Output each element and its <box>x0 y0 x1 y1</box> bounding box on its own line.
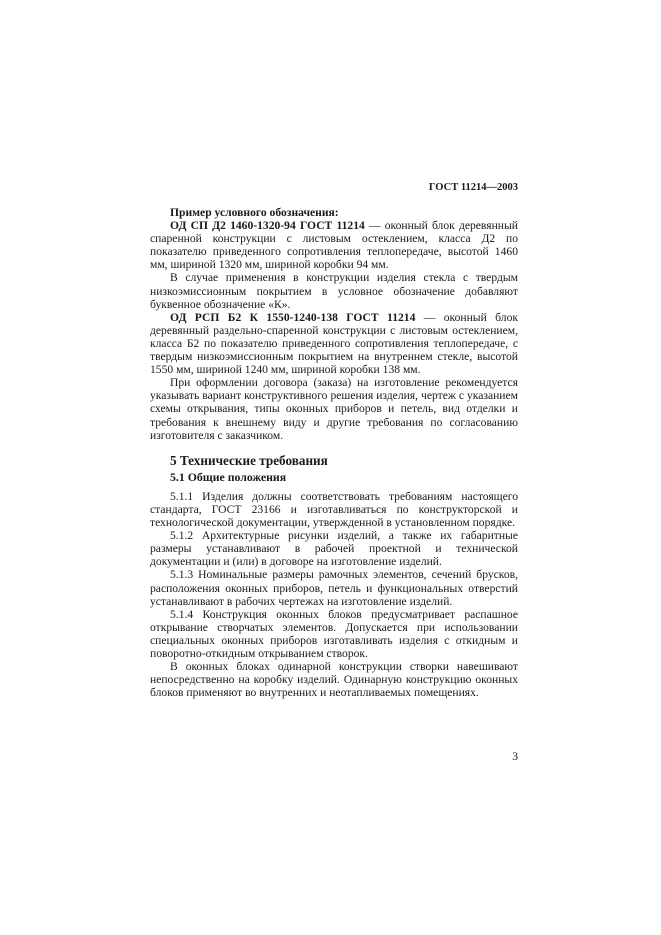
example-1-code: ОД СП Д2 1460-1320-94 ГОСТ 11214 <box>170 219 365 233</box>
page-number: 3 <box>512 751 518 763</box>
example-2-code: ОД РСП Б2 К 1550-1240-138 ГОСТ 11214 <box>170 310 416 324</box>
example-title: Пример условного обозначения: <box>170 206 339 219</box>
example-2 <box>150 311 518 376</box>
section-5-heading: 5 Технические требования <box>170 452 328 468</box>
order-paragraph: При оформлении договора (заказа) на изготовление рекомендуется указывать вариант конструктивного решения изделия, чертеж с указанием схемы открывания, типы оконных приборов и петель, вид отделки и требования к внешнему виду и другие требования по согласованию изготовителя с заказчиком. <box>150 376 518 442</box>
clause-5-1-2: 5.1.2 Архитектурные рисунки изделий, а также их габаритные размеры устанавливают в рабочей проектной и технической документации и (или) в договоре на изготовление изделий. <box>150 529 518 569</box>
example-note: В случае применения в конструкции изделия стекла с твердым низкоэмиссионным покрытием в условное обозначение добавляют буквенное обозначение «К». <box>150 271 518 311</box>
example-1-text: — оконный блок деревянный спаренной конструкции с листовым остеклением, класса Д2 по показателю приведенного сопротивления теплопередаче, высотой 1460 мм, шириной 1320 мм, шириной коробки 94 мм. <box>150 219 518 272</box>
document-body <box>150 206 518 699</box>
document-header-id: ГОСТ 11214—2003 <box>428 182 518 193</box>
clause-5-1-3: 5.1.3 Номинальные размеры рамочных элементов, сечений брусков, расположения оконных приборов, петель и функциональных отверстий устанавливают в рабочих чертежах на изготовление изделий. <box>150 568 518 608</box>
clause-5-1-4: 5.1.4 Конструкция оконных блоков предусматривает распашное открывание створчатых элементов. Допускается при использовании специальных оконных приборов изготавливать изделия с откидным и поворотно-откидным открыванием створок. <box>150 607 518 660</box>
clause-5-1-1: 5.1.1 Изделия должны соответствовать требованиям настоящего стандарта, ГОСТ 23166 и изготавливаться по конструкторской и технологической документации, утвержденной в установленном порядке. <box>150 489 518 530</box>
example-1 <box>150 219 518 271</box>
section-5-1-heading: 5.1 Общие положения <box>170 469 287 484</box>
example-2-text: — оконный блок деревянный раздельно-спаренной конструкции с листовым остеклением, класса Б2 по показателю приведенного сопротивления теплопередаче, с твердым низкоэмиссионным покрытием на внутреннем стекле, высотой 1550 мм, шириной 1240 мм, шириной коробки 138 мм. <box>150 310 518 377</box>
single-construction-paragraph: В оконных блоках одинарной конструкции створки навешивают непосредственно на коробку изделий. Одинарную конструкцию оконных блоков применяют во внутренних и неотапливаемых помещениях. <box>150 660 518 700</box>
